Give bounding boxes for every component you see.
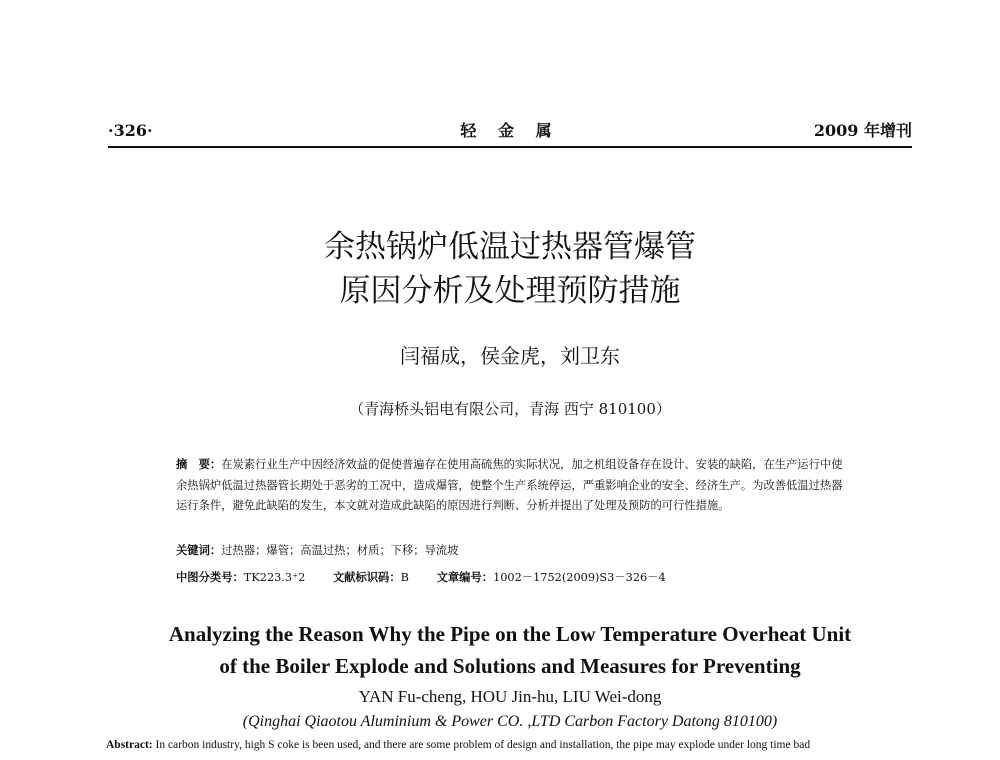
journal-name: 轻 金 属 (460, 121, 560, 140)
chinese-authors: 闫福成，侯金虎，刘卫东 (400, 344, 620, 368)
chinese-keywords (176, 541, 846, 560)
doc-code-value: B (400, 571, 409, 584)
english-title-line-1: Analyzing the Reason Why the Pipe on the Low Temperature Overheat Unit (168, 622, 852, 646)
doc-code-field (333, 571, 421, 584)
doc-code-label: 文献标识码： (332, 570, 401, 584)
keywords-text: 过热器；爆管；高温过热；材质；下移；导流坡 (221, 544, 459, 557)
classification-line (176, 568, 846, 587)
page-number: ·326· (108, 121, 153, 140)
chinese-abstract-text: 在炭素行业生产中因经济效益的促使普遍存在使用高硫焦的实际状况，加之机组设备存在设计、安装的缺陷，在生产运行中使余热锅炉低温过热器管长期处于恶劣的工况中，造成爆管，使整个生产系统停运，严重影响企业的安全、经济生产。为改善低温过热器运行条件，避免此缺陷的发生，本文就对造成此缺陷的原因进行判断、分析并提出了处理及预防的可行性措施。 (176, 458, 843, 512)
running-header (108, 118, 912, 144)
issue-label: 2009 年增刊 (813, 121, 912, 140)
english-title-line-2: of the Boiler Explode and Solutions and Measures for Preventing (219, 654, 801, 678)
chinese-title (100, 225, 920, 313)
english-abstract-text: In carbon industry, high S coke is been used, and there are some problem of design and installation, the pipe may explode under long time bad (155, 739, 811, 751)
english-abstract-label: Abstract: (106, 739, 153, 751)
english-abstract (106, 737, 916, 753)
article-no-label: 文章编号： (436, 570, 494, 584)
chinese-title-line-1: 余热锅炉低温过热器管爆管 (324, 229, 696, 265)
keywords-label: 关键词： (176, 543, 222, 557)
english-authors: YAN Fu-cheng, HOU Jin-hu, LIU Wei-dong (358, 687, 662, 706)
article-no-value: 1002－1752(2009)S3－326－4 (493, 571, 666, 584)
header-rule (108, 146, 912, 148)
clc-value: TK223.3⁺2 (243, 571, 306, 584)
chinese-affiliation: （青海桥头铝电有限公司，青海 西宁 810100） (349, 400, 671, 418)
clc-field (176, 571, 317, 584)
chinese-title-line-2: 原因分析及处理预防措施 (339, 273, 681, 309)
chinese-abstract-label: 摘 要： (176, 457, 222, 471)
english-title (80, 618, 940, 682)
chinese-abstract (176, 454, 846, 517)
clc-label: 中图分类号： (176, 570, 244, 584)
article-no-field (437, 571, 678, 584)
english-affiliation: (Qinghai Qiaotou Aluminium & Power CO. ,LTD Carbon Factory Datong 810100) (242, 713, 778, 730)
